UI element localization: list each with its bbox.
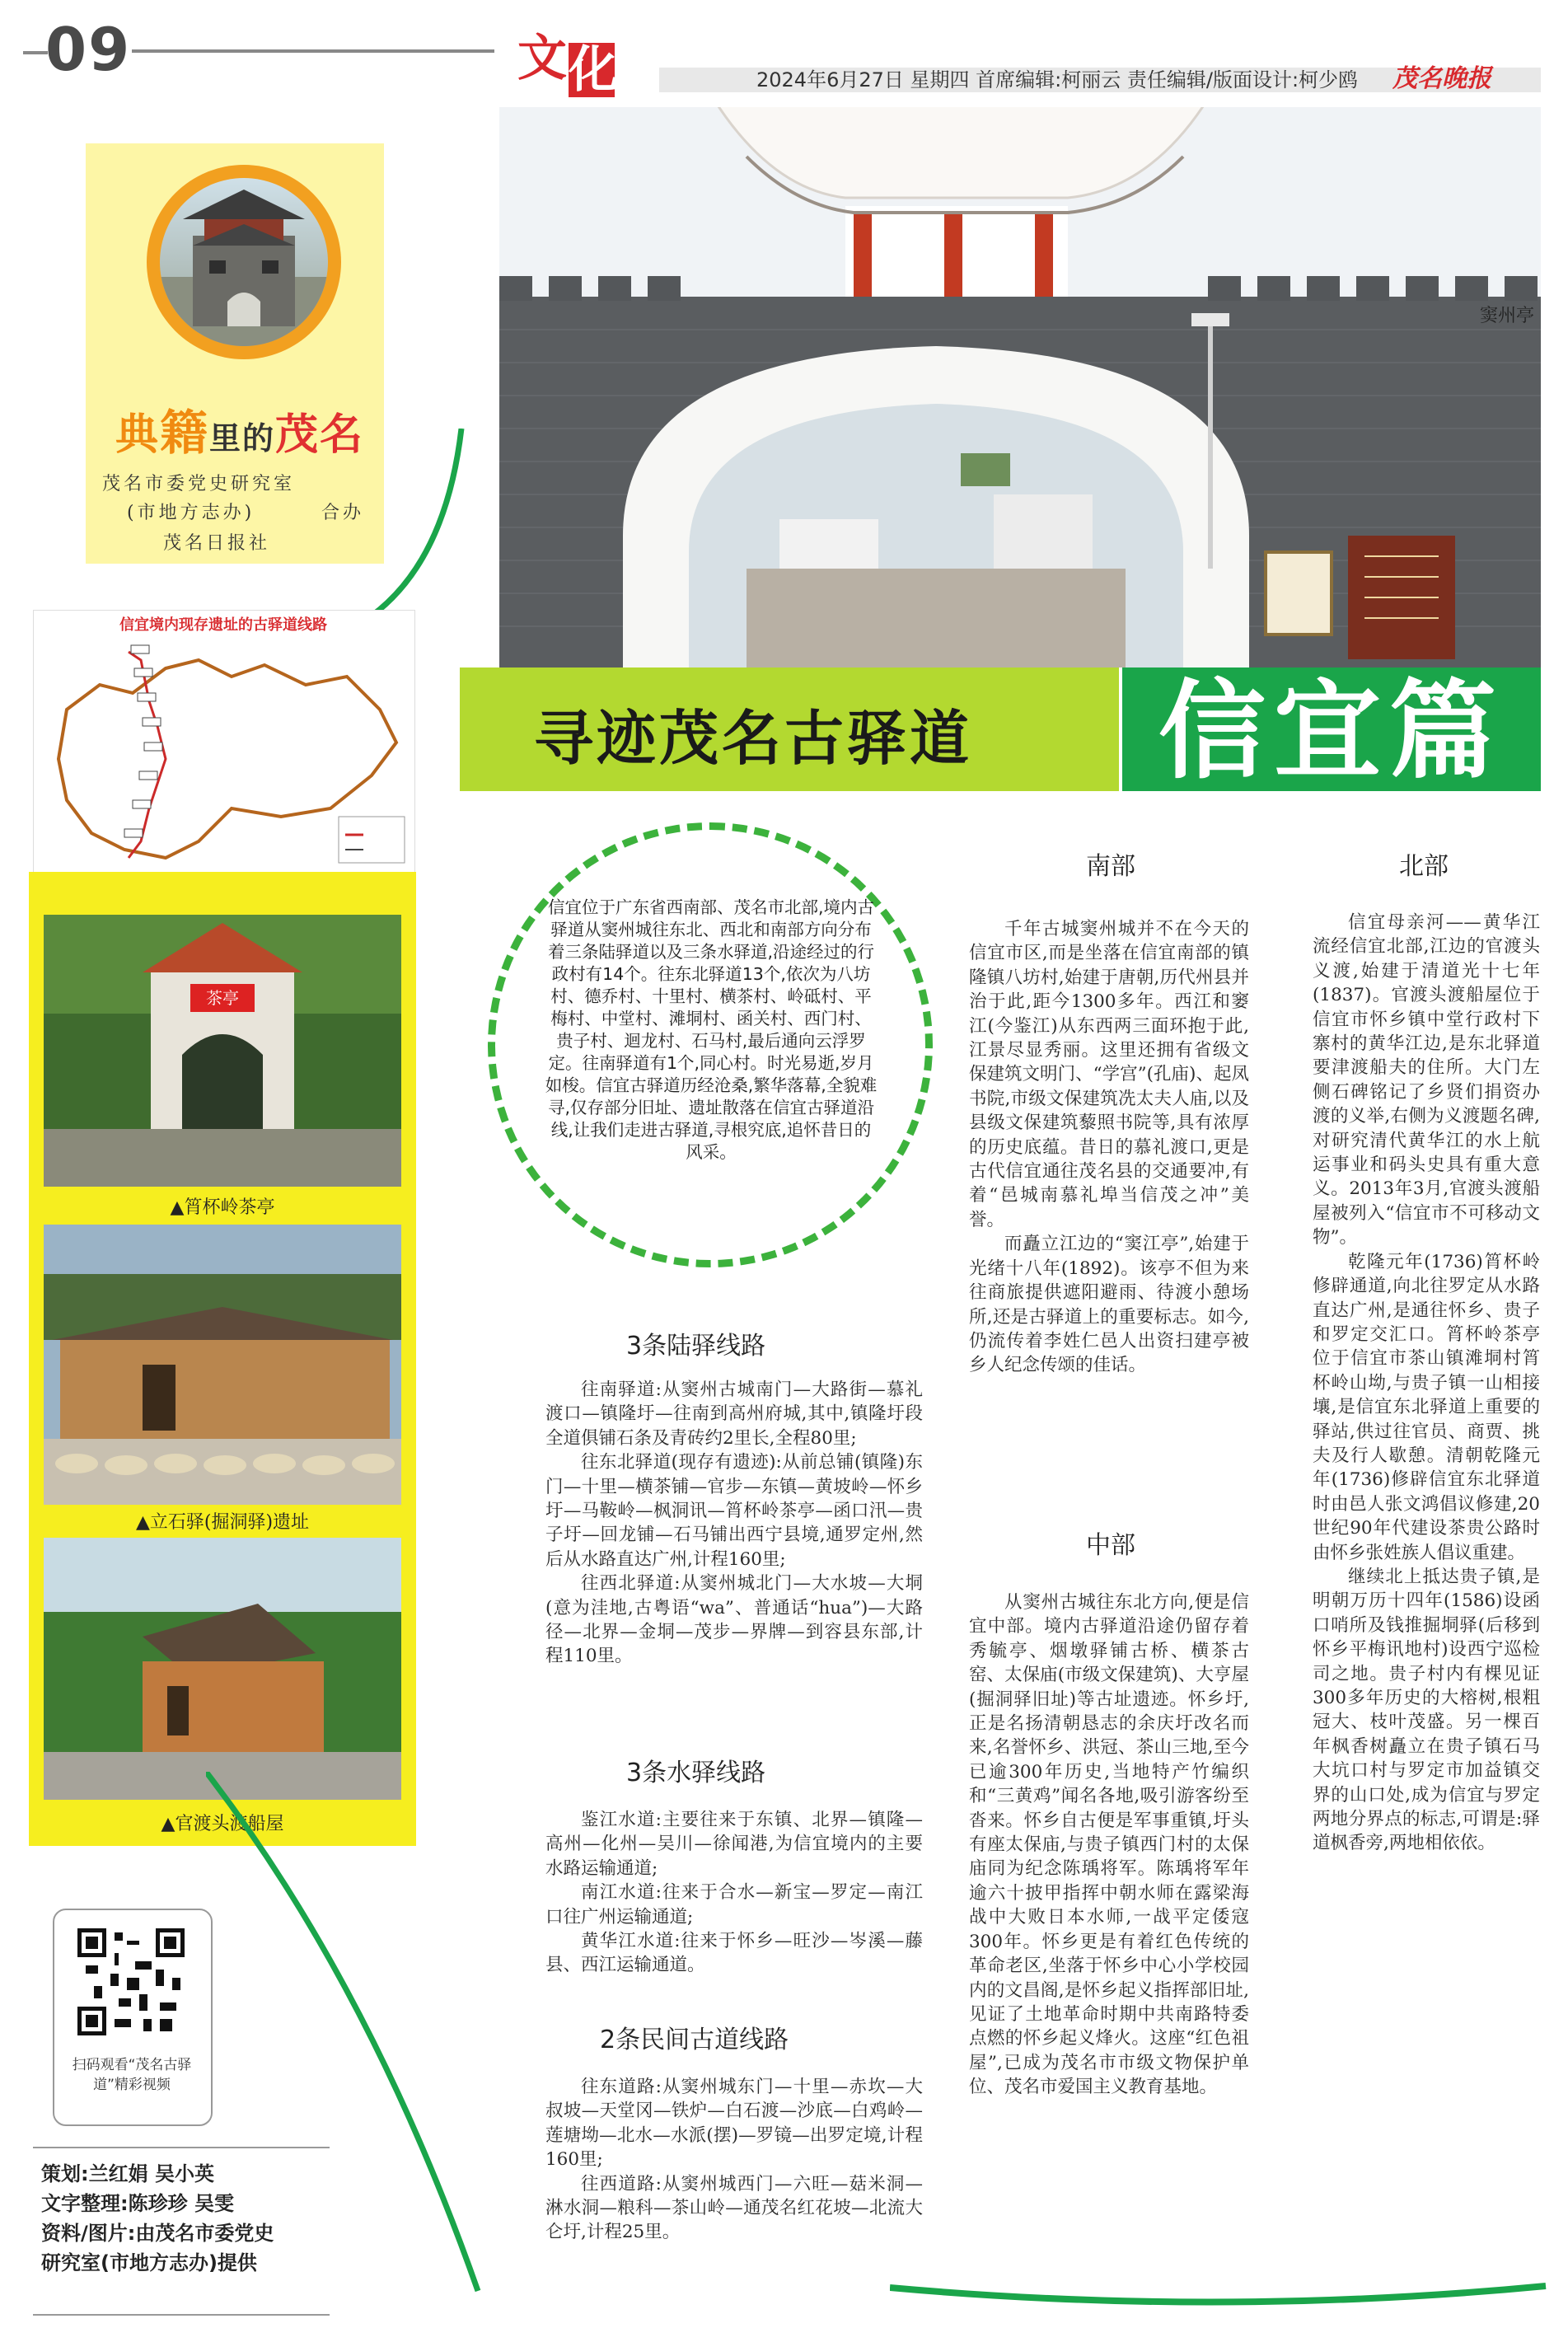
- land-routes-text: [545, 1378, 923, 1669]
- section-char-2: 化: [569, 41, 618, 99]
- water-route-huanghua: 黄华江水道:往来于怀乡—旺沙—岑溪—藤县、西江运输通道。: [545, 1931, 923, 1976]
- photo-guandutou-ferry-house: [44, 1538, 401, 1800]
- qr-code[interactable]: [77, 1928, 185, 2035]
- credits: [41, 2159, 274, 2278]
- photo-lishi-post-site: [44, 1225, 401, 1505]
- photo-column: [29, 872, 416, 1846]
- qr-caption: 扫码观看“茂名古驿道”精彩视频: [72, 2057, 192, 2093]
- water-routes-text: [545, 1808, 923, 1978]
- south-text: [969, 917, 1249, 1378]
- header-rule: [132, 49, 494, 53]
- brand-co-organized: 合办: [321, 503, 365, 523]
- brand-title-part-3: 里的: [209, 419, 276, 457]
- north-paragraph-1: 信宜母亲河——黄华江流经信宜北部,江边的官渡头义渡,始建于清道光十七年(1837)。官渡头渡船屋位于信宜市怀乡镇中堂行政村下寨村的黄华江边,是东北驿道要津渡船夫的住所。大门左侧石碑铭记了乡贤们捐资办渡的义举,右侧为义渡题名碑,对研究清代黄华江的水上航运事业和码头史具有重大意义。2013年3月,官渡头渡船屋被列入“信宜市不可移动文物”。: [1313, 912, 1540, 1248]
- heading-land-routes: 3条陆驿线路: [626, 1332, 766, 1361]
- brand-title-part-2: 籍: [160, 405, 210, 461]
- section-label: [517, 31, 616, 99]
- hero-photo-douzhou-pavilion: [499, 107, 1541, 667]
- north-text: [1313, 911, 1540, 1856]
- land-route-northeast: 往东北驿道(现存有遗迹):从前总铺(镇隆)东门—十里—横茶铺—官步—东镇—黄坡岭—怀乡圩—马鞍岭—枫洞讯—筲杯岭茶亭—函口汛—贵子圩—回龙铺—石马铺出西宁县境,通罗定州,然后从水路直达广州,计程160里;: [545, 1452, 923, 1570]
- water-route-nanjiang: 南江水道:往来于合水—新宝—罗定—南江口往广州运输通道;: [545, 1882, 923, 1928]
- heading-south: 南部: [1086, 852, 1135, 881]
- photo-tea-pavilion: [44, 915, 401, 1187]
- north-paragraph-2: 乾隆元年(1736)筲杯岭修辟通道,向北往罗定从水路直达广州,是通往怀乡、贵子和罗定交汇口。筲杯岭茶亭位于信宜市茶山镇滩垌村筲杯岭山坳,与贵子镇一山相接壤,是信宜东北驿道上重要的驿站,供过往官员、商贾、挑夫及行人歇憩。清朝乾隆元年(1736)修辟信宜东北驿道时由邑人张文鸿倡议修建,20世纪90年代建设茶贵公路时由怀乡张姓族人倡议重建。: [1313, 1251, 1540, 1563]
- folk-routes-text: [545, 2075, 923, 2245]
- credit-line-2: 文字整理:陈珍珍 吴雯: [41, 2192, 234, 2215]
- section-char-1: 文: [517, 30, 567, 87]
- brand-title-part-4: 茂名: [275, 410, 365, 460]
- map-title: 信宜境内现存遗址的古驿道线路: [119, 616, 327, 634]
- south-paragraph-1: 千年古城窦州城并不在今天的信宜市区,而是坐落在信宜南部的镇隆镇八坊村,始建于唐朝,历代州县并治于此,距今1300多年。西江和窭江(今鉴江)从东西两三面环抱于此,江景尽显秀丽。这里还拥有省级文保建筑文明门、“学宫”(孔庙)、起凤书院,市级文保建筑冼太夫人庙,以及县级文保建筑藜照书院等,具有浓厚的历史底蕴。昔日的慕礼渡口,更是古代信宜通往茂名县的交通要冲,有着“邑城南慕礼埠当信茂之冲”美誉。: [969, 919, 1249, 1230]
- middle-paragraph-1: 从窦州古城往东北方向,便是信宜中部。境内古驿道沿途仍留存着秀毓亭、烟墩驿铺古桥、横茶古窑、太保庙(市级文保建筑)、大亨屋(掘洞驿旧址)等古址遗迹。怀乡圩,正是名扬清朝恳志的余庆圩改名而来,名誉怀乡、洪冠、茶山三地,至今已逾300年历史,当地特产竹编织和“三黄鸡”闻名各地,吸引游客纷至沓来。怀乡自古便是军事重镇,圩头有座太保庙,与贵子镇西门村的太保庙同为纪念陈瑀将军。陈瑀将军年逾六十披甲指挥中朝水师在露梁海战中大败日本水师,一战平定倭寇300年。怀乡更是有着红色传统的革命老区,坐落于怀乡中心小学校园内的文昌阁,是怀乡起义指挥部旧址,见证了土地革命时期中共南路特委点燃的怀乡起义烽火。这座“红色祖屋”,已成为茂名市市级文物保护单位、茂名市爱国主义教育基地。: [969, 1592, 1249, 2098]
- page-number: 09: [45, 15, 132, 84]
- north-paragraph-3: 继续北上抵达贵子镇,是明朝万历十四年(1586)设函口哨所及钱推掘垌驿(后移到怀乡平梅讯地村)设西宁巡检司之地。贵子村内有棵见证300多年历史的大榕树,根粗冠大、枝叶茂盛。另一棵百年枫香树矗立在贵子镇石马大坑口村与罗定市加益镇交界的山口处,成为信宜与罗定两地分界点的标志,可谓是:驿道枫香旁,两地相依依。: [1313, 1566, 1540, 1854]
- intro-text: 信宜位于广东省西南部、茂名市北部,境内古驿道从窦州城往东北、西北和南部方向分布着三条陆驿道以及三条水驿道,沿途经过的行政村有14个。往东北驿道13个,依次为八坊村、德乔村、十里村、横茶村、岭砥村、平梅村、中堂村、滩垌村、函关村、西门村、贵子村、迴龙村、石马村,最后通向云浮罗定。往南驿道有1个,同心村。时光易逝,岁月如梭。信宜古驿道历经沧桑,繁华落幕,全貌难寻,仅存部分旧址、遗址散落在信宜古驿道沿线,让我们走进古驿道,寻根究底,追怀昔日的风采。: [545, 897, 878, 1162]
- column-brand-title: [115, 394, 364, 463]
- article-title: 寻迹茂名古驿道: [534, 704, 973, 773]
- heading-folk-routes: 2条民间古道线路: [600, 2026, 789, 2054]
- hero-photo-label: 窦州亭: [1480, 306, 1535, 326]
- folk-route-east: 往东道路:从窦州城东门—十里—赤坎—大叔坡—天堂冈—铁炉—白石渡—沙底—白鸡岭—莲塘坳—北水—水派(摆)—罗镜—出罗定境,计程160里;: [545, 2077, 923, 2171]
- heading-middle: 中部: [1086, 1531, 1135, 1560]
- green-swoosh-top: [354, 429, 470, 626]
- article-subtitle: 信宜篇: [1158, 668, 1505, 794]
- page-number-dash: [23, 51, 48, 54]
- land-route-south: 往南驿道:从窦州古城南门—大路街—慕礼渡口—镇隆圩—往南到高州府城,其中,镇隆圩段全道俱铺石条及青砖约2里长,全程80里;: [545, 1379, 923, 1449]
- pavilion-sign-text: 茶亭: [206, 988, 239, 1008]
- south-paragraph-2: 而矗立江边的“窦江亭”,始建于光绪十八年(1892)。该亭不但为来往商旅提供遮阳避雨、待渡小憩场所,还是古驿道上的重要标志。如今,仍流传着李姓仁邑人出资扫建亭被乡人纪念传颂的佳话。: [969, 1234, 1249, 1376]
- column-logo-image: [160, 178, 328, 346]
- masthead-logo: 茂名晚报: [1392, 64, 1491, 93]
- credit-line-4: 研究室(市地方志办)提供: [41, 2251, 257, 2274]
- brand-organizer-3: 茂名日报社: [163, 533, 271, 554]
- brand-organizer-2: (市地方志办): [127, 503, 255, 523]
- photo-caption-1: ▲筲杯岭茶亭: [170, 1197, 275, 1218]
- photo-caption-2: ▲立石驿(掘洞驿)遗址: [135, 1512, 310, 1533]
- water-route-jianjiang: 鉴江水道:主要往来于东镇、北界—镇隆—高州—化州—吴川—徐闻港,为信宜境内的主要水路运输通道;: [545, 1810, 923, 1879]
- credit-line-3: 资料/图片:由茂名市委党史: [41, 2222, 274, 2245]
- photo-caption-3: ▲官渡头渡船屋: [161, 1814, 284, 1834]
- credits-rule-bottom: [33, 2314, 330, 2316]
- green-swoosh-bottom: [890, 2278, 1549, 2311]
- land-route-northwest: 往西北驿道:从窦州城北门—大水坡—大垌(意为洼地,古粤语“wa”、普通话“hua”)—大路径—北界—金垌—茂步—界牌—到容县东部,计程110里。: [545, 1573, 923, 1667]
- brand-organizer-1: 茂名市委党史研究室: [102, 474, 296, 494]
- middle-text: [969, 1590, 1249, 2100]
- credit-line-1: 策划:兰红娟 吴小英: [41, 2162, 214, 2185]
- header-info: 2024年6月27日 星期四 首席编辑:柯丽云 责任编辑/版面设计:柯少鸥: [756, 68, 1359, 91]
- folk-route-west: 往西道路:从窦州城西门—六旺—菇米洞—淋水洞—粮科—茶山岭—通茂名红花坡—北流大仑圩,计程25里。: [545, 2173, 923, 2243]
- heading-water-routes: 3条水驿线路: [626, 1759, 766, 1787]
- credits-rule-top: [33, 2147, 330, 2148]
- heading-north: 北部: [1399, 852, 1449, 881]
- brand-title-part-1: 典: [115, 410, 161, 460]
- route-map: [33, 610, 415, 875]
